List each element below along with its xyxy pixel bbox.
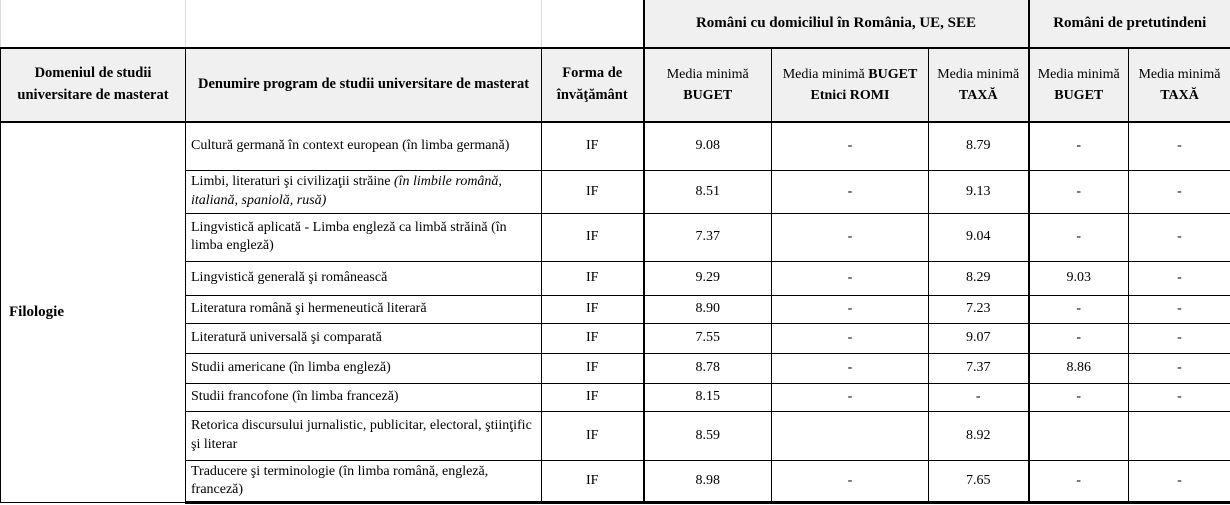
program-text: Literatură universală şi comparată	[191, 329, 382, 345]
cell-forma: IF	[542, 170, 644, 213]
group-header-pretutindeni: Români de pretutindeni	[1029, 0, 1230, 48]
table-row	[1, 261, 1230, 295]
subheader-text: Media minimă	[1138, 67, 1221, 82]
cell-media-buget-romi: -	[772, 383, 929, 411]
group-header-romania-ue-see: Români cu domiciliul în România, UE, SEE	[644, 0, 1029, 48]
domain-label-filologie: Filologie	[1, 122, 186, 503]
program-text: Retorica discursului jurnalistic, publicitar, electoral, ştiinţific şi literar	[191, 418, 532, 452]
cell-media-buget-romi: -	[772, 261, 929, 295]
subheader-bold-line2: Etnici ROMI	[810, 88, 890, 103]
cell-media-taxa: 9.04	[929, 213, 1029, 261]
blank-cell-program	[186, 0, 542, 48]
cell-media-buget: 8.59	[644, 411, 772, 460]
program-name	[186, 383, 542, 411]
cell-media-buget-romi: -	[772, 170, 929, 213]
subheader-text: Media minimă	[1037, 67, 1120, 82]
cell-media-buget-pretutindeni: -	[1029, 460, 1129, 503]
cell-media-buget-romi: -	[772, 353, 929, 383]
cell-media-buget-pretutindeni	[1029, 411, 1129, 460]
cell-media-buget-pretutindeni: 8.86	[1029, 353, 1129, 383]
cell-media-buget: 9.08	[644, 122, 772, 170]
program-text: Cultură germană în context european (în limba germană)	[191, 138, 510, 154]
cell-media-taxa: -	[929, 383, 1029, 411]
cell-media-buget-pretutindeni: 9.03	[1029, 261, 1129, 295]
column-header-forma-invatamant: Forma de învăţământ	[542, 48, 644, 122]
table-row	[1, 353, 1230, 383]
table-row	[1, 323, 1230, 353]
cell-forma: IF	[542, 323, 644, 353]
table-row	[1, 295, 1230, 323]
program-name	[186, 353, 542, 383]
column-header-media-minima-buget-pretutindeni	[1029, 48, 1129, 122]
cell-media-taxa-pretutindeni: -	[1129, 460, 1230, 503]
program-name	[186, 323, 542, 353]
blank-cell-forma	[542, 0, 644, 48]
program-text: Lingvistică generală şi românească	[191, 269, 388, 285]
subheader-text: Media minimă	[937, 67, 1020, 82]
cell-forma: IF	[542, 383, 644, 411]
cell-media-buget-romi	[772, 411, 929, 460]
program-name	[186, 213, 542, 261]
cell-media-buget-pretutindeni: -	[1029, 383, 1129, 411]
cell-media-taxa-pretutindeni: -	[1129, 295, 1230, 323]
cell-media-buget-romi: -	[772, 460, 929, 503]
cell-media-buget-pretutindeni: -	[1029, 323, 1129, 353]
cell-media-buget-romi: -	[772, 295, 929, 323]
program-name	[186, 170, 542, 213]
program-text: Studii americane (în limba engleză)	[191, 359, 391, 375]
cell-forma: IF	[542, 261, 644, 295]
program-name	[186, 411, 542, 460]
table-row	[1, 122, 1230, 170]
program-name	[186, 122, 542, 170]
column-header-media-minima-taxa	[929, 48, 1029, 122]
program-text: Limbi, literaturi şi civilizaţii străine	[191, 174, 394, 190]
cell-media-taxa-pretutindeni: -	[1129, 383, 1230, 411]
cell-media-taxa: 9.07	[929, 323, 1029, 353]
program-text-italic: (în limbile română, italiană, spaniolă, rusă)	[191, 174, 502, 208]
cell-media-buget: 7.55	[644, 323, 772, 353]
cell-forma: IF	[542, 411, 644, 460]
cell-media-taxa: 9.13	[929, 170, 1029, 213]
cell-media-taxa: 8.79	[929, 122, 1029, 170]
cell-media-buget-pretutindeni: -	[1029, 122, 1129, 170]
blank-cell-domain	[1, 0, 186, 48]
column-header-media-minima-buget	[644, 48, 772, 122]
column-header-media-minima-buget-etnici-romi	[772, 48, 929, 122]
subheader-bold-inline: BUGET	[868, 67, 918, 82]
cell-media-buget: 8.51	[644, 170, 772, 213]
cell-media-buget-romi: -	[772, 122, 929, 170]
cell-forma: IF	[542, 295, 644, 323]
cell-media-taxa: 7.65	[929, 460, 1029, 503]
cell-media-taxa-pretutindeni	[1129, 411, 1230, 460]
cell-media-taxa: 7.23	[929, 295, 1029, 323]
program-name	[186, 295, 542, 323]
cell-media-buget-pretutindeni: -	[1029, 213, 1129, 261]
program-text: Traducere şi terminologie (în limba română, engleză, franceză)	[191, 463, 489, 497]
column-header-domeniu: Domeniul de studii universitare de masterat	[1, 48, 186, 122]
cell-media-buget-romi: -	[772, 213, 929, 261]
program-text: Lingvistică aplicată - Limba engleză ca limbă străină (în limba engleză)	[191, 219, 507, 253]
cell-media-buget-romi: -	[772, 323, 929, 353]
cell-media-buget: 8.98	[644, 460, 772, 503]
program-text: Studii francofone (în limba franceză)	[191, 388, 399, 404]
column-header-row	[1, 48, 1230, 122]
program-text: Literatura română şi hermeneutică literară	[191, 300, 427, 316]
cell-media-taxa-pretutindeni: -	[1129, 261, 1230, 295]
subheader-bold-line2: BUGET	[1054, 88, 1104, 103]
group-header-row	[1, 0, 1230, 48]
cell-media-taxa: 8.29	[929, 261, 1029, 295]
subheader-bold-line2: TAXĂ	[958, 88, 998, 103]
cell-media-buget: 8.90	[644, 295, 772, 323]
column-header-denumire-program: Denumire program de studii universitare de masterat	[186, 48, 542, 122]
cell-forma: IF	[542, 213, 644, 261]
cell-media-taxa-pretutindeni: -	[1129, 323, 1230, 353]
cell-media-buget: 8.15	[644, 383, 772, 411]
table-row	[1, 213, 1230, 261]
table-row	[1, 411, 1230, 460]
column-header-media-minima-taxa-pretutindeni	[1129, 48, 1230, 122]
cell-forma: IF	[542, 122, 644, 170]
program-name	[186, 460, 542, 503]
cell-media-taxa-pretutindeni: -	[1129, 353, 1230, 383]
cell-media-taxa: 7.37	[929, 353, 1029, 383]
table-row	[1, 170, 1230, 213]
table-row	[1, 460, 1230, 503]
cell-media-buget-pretutindeni: -	[1029, 170, 1129, 213]
subheader-text: Media minimă	[782, 67, 865, 82]
subheader-text: Media minimă	[666, 67, 749, 82]
cell-media-buget: 8.78	[644, 353, 772, 383]
cell-media-buget: 9.29	[644, 261, 772, 295]
cell-media-taxa-pretutindeni: -	[1129, 122, 1230, 170]
cell-media-buget-pretutindeni: -	[1029, 295, 1129, 323]
table-row	[1, 383, 1230, 411]
subheader-bold-line2: BUGET	[683, 88, 733, 103]
cell-media-taxa: 8.92	[929, 411, 1029, 460]
cell-forma: IF	[542, 460, 644, 503]
cell-media-buget: 7.37	[644, 213, 772, 261]
subheader-bold-line2: TAXĂ	[1160, 88, 1199, 103]
cell-media-taxa-pretutindeni: -	[1129, 170, 1230, 213]
cell-forma: IF	[542, 353, 644, 383]
program-name	[186, 261, 542, 295]
cell-media-taxa-pretutindeni: -	[1129, 213, 1230, 261]
